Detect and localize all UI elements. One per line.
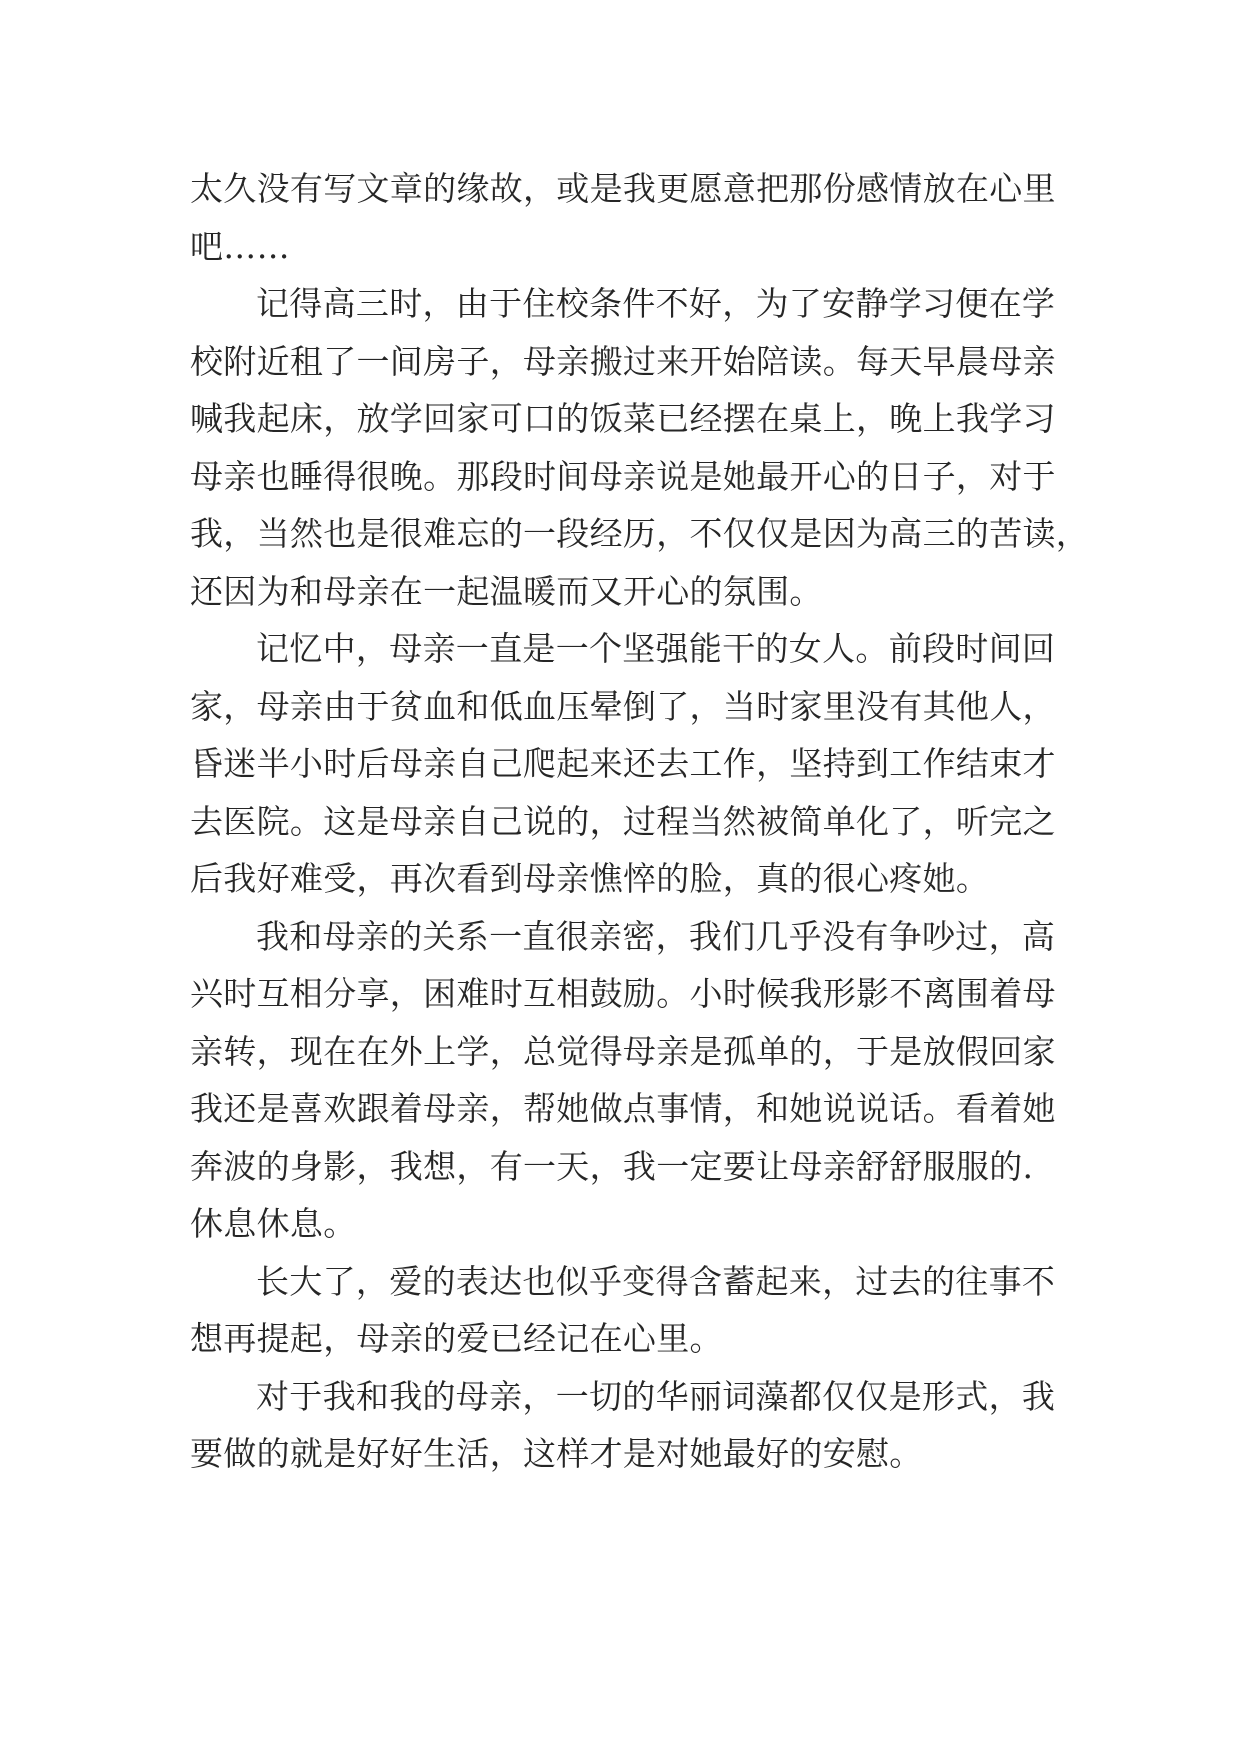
text-line: 太久没有写文章的缘故，或是我更愿意把那份感情放在心里: [190, 169, 1056, 208]
paragraph-4: [190, 908, 1056, 1253]
text-line: 家，母亲由于贫血和低血压晕倒了，当时家里没有其他人，: [190, 686, 1056, 726]
text-line: 记得高三时，由于住校条件不好，为了安静学习便在学: [256, 284, 1056, 323]
text-line: 喊我起床，放学回家可口的饭菜已经摆在桌上，晚上我学习: [190, 399, 1056, 438]
paragraph-5: [190, 1253, 1056, 1368]
text-line: 亲转，现在在外上学，总觉得母亲是孤单的，于是放假回家: [190, 1031, 1056, 1071]
text-line: 校附近租了一间房子，母亲搬过来开始陪读。每天早晨母亲: [190, 341, 1056, 381]
text-line: 我和母亲的关系一直很亲密，我们几乎没有争吵过，高: [256, 916, 1056, 956]
text-line: 休息休息。: [190, 1204, 357, 1243]
paragraph-2: [190, 275, 1090, 620]
text-line: 要做的就是好好生活，这样才是对她最好的安慰。: [190, 1434, 923, 1473]
text-line: 奔波的身影，我想，有一天，我一定要让母亲舒舒服服的.: [190, 1146, 1034, 1186]
paragraph-1: [190, 160, 1056, 275]
document-body: [190, 160, 1090, 1483]
text-line: 我，当然也是很难忘的一段经历，不仅仅是因为高三的苦读，: [190, 514, 1090, 553]
text-line: 吧……: [190, 226, 290, 266]
paragraph-3: [190, 620, 1056, 908]
text-line: 兴时互相分享，困难时互相鼓励。小时候我形影不离围着母: [190, 974, 1056, 1013]
text-line: 对于我和我的母亲，一切的华丽词藻都仅仅是形式，我: [256, 1376, 1056, 1416]
text-line: 记忆中，母亲一直是一个坚强能干的女人。前段时间回: [256, 629, 1056, 668]
paragraph-6: [190, 1368, 1056, 1483]
text-line: 昏迷半小时后母亲自己爬起来还去工作，坚持到工作结束才: [190, 744, 1056, 783]
text-line: 长大了，爱的表达也似乎变得含蓄起来，过去的往事不: [256, 1261, 1056, 1301]
text-line: 想再提起，母亲的爱已经记在心里。: [190, 1319, 723, 1358]
text-line: 还因为和母亲在一起温暖而又开心的氛围。: [190, 571, 823, 611]
text-line: 母亲也睡得很晚。那段时间母亲说是她最开心的日子，对于: [190, 456, 1056, 496]
text-line: 去医院。这是母亲自己说的，过程当然被简单化了，听完之: [190, 801, 1056, 841]
text-line: 后我好难受，再次看到母亲憔悴的脸，真的很心疼她。: [190, 859, 990, 898]
text-line: 我还是喜欢跟着母亲，帮她做点事情，和她说说话。看着她: [190, 1089, 1056, 1128]
